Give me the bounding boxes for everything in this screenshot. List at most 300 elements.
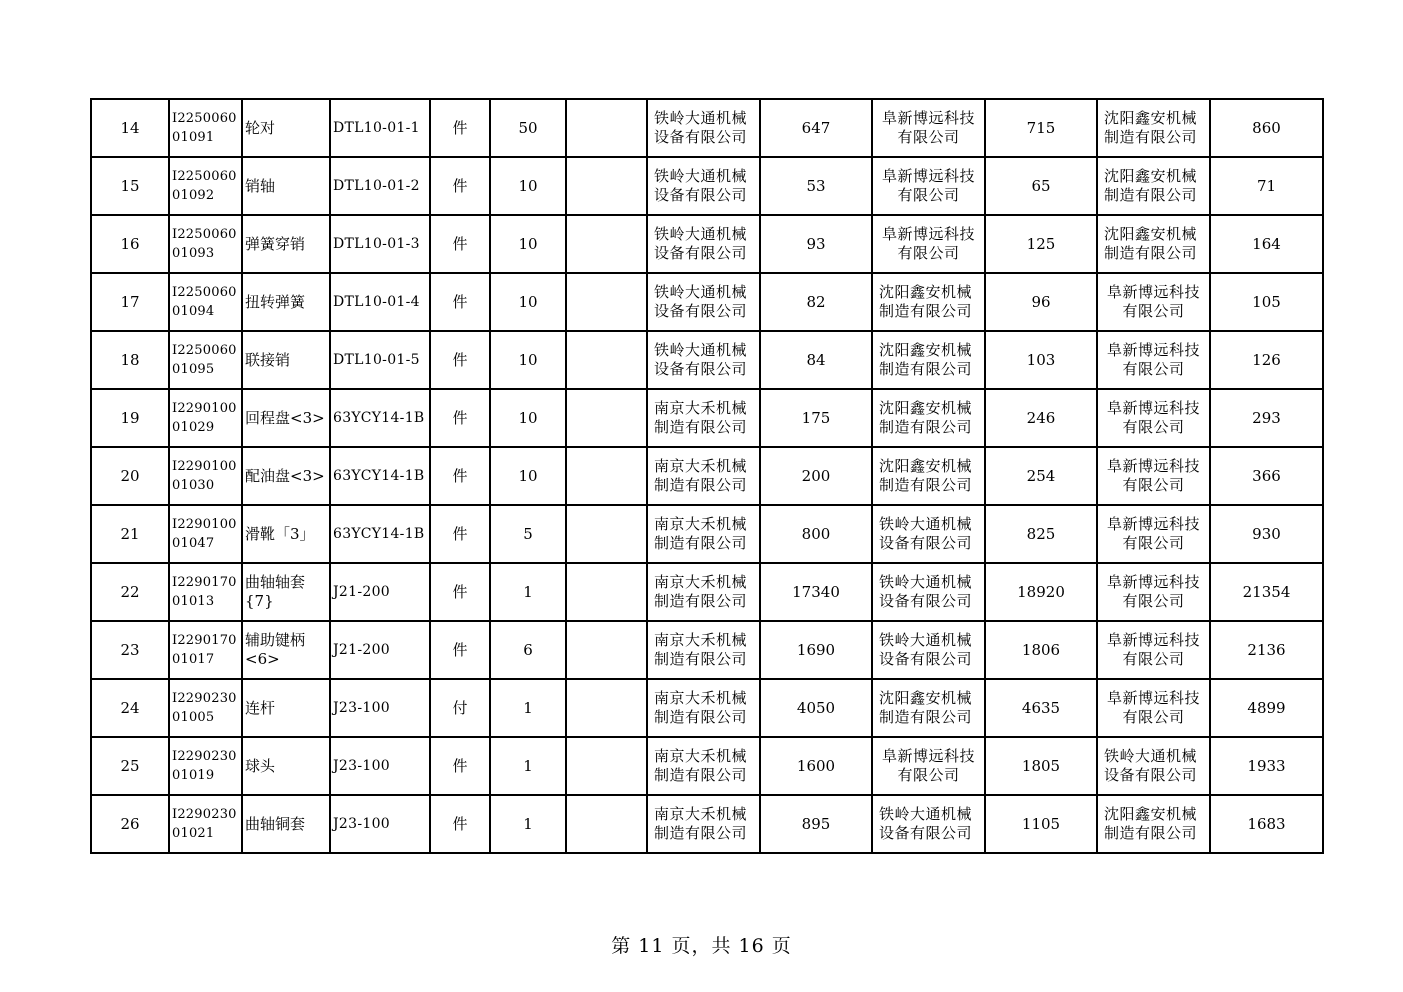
item-code <box>169 99 242 157</box>
supplier-2-text: 有限公司 <box>897 766 960 784</box>
price-2-text: 246 <box>1026 408 1056 427</box>
item-name <box>242 505 330 563</box>
item-qty-text: 1 <box>523 698 533 717</box>
item-qty <box>490 795 566 853</box>
item-unit-text: 件 <box>452 234 468 253</box>
price-3 <box>1210 505 1323 563</box>
item-code <box>169 273 242 331</box>
supplier-1-text: 设备有限公司 <box>654 186 748 204</box>
supplier-1-text: 南京大禾机械 <box>654 747 748 765</box>
item-code <box>169 331 242 389</box>
price-1-text: 4050 <box>796 698 836 717</box>
table-row <box>91 215 1323 273</box>
item-remark <box>566 563 647 621</box>
supplier-1-text: 铁岭大通机械 <box>654 283 748 301</box>
supplier-1-text: 南京大禾机械 <box>654 457 748 475</box>
item-name-text: 弹簧穿销 <box>245 234 306 253</box>
item-name-text: 扭转弹簧 <box>245 292 306 311</box>
item-qty <box>490 331 566 389</box>
item-name <box>242 447 330 505</box>
price-2 <box>985 215 1097 273</box>
price-2-text: 825 <box>1026 524 1056 543</box>
item-name <box>242 273 330 331</box>
supplier-2-text: 有限公司 <box>897 244 960 262</box>
supplier-1-text: 南京大禾机械 <box>654 573 748 591</box>
supplier-1-text: 南京大禾机械 <box>654 399 748 417</box>
row-number-text: 20 <box>120 466 140 485</box>
item-model <box>330 157 430 215</box>
supplier-2-text: 制造有限公司 <box>879 418 973 436</box>
item-name-text: 联接销 <box>245 350 291 369</box>
price-1-text: 1690 <box>796 640 836 659</box>
table-body <box>91 99 1323 853</box>
supplier-2-text: 设备有限公司 <box>879 824 973 842</box>
item-qty <box>490 215 566 273</box>
price-3-text: 105 <box>1252 292 1281 311</box>
supplier-3-text: 铁岭大通机械 <box>1104 747 1198 765</box>
price-2-text: 254 <box>1026 466 1056 485</box>
page-footer: 第 11 页，共 16 页 <box>611 935 792 957</box>
table-row <box>91 157 1323 215</box>
item-remark <box>566 795 647 853</box>
supplier-1-text: 铁岭大通机械 <box>654 225 748 243</box>
row-number <box>91 737 169 795</box>
supplier-2 <box>872 389 985 447</box>
price-1 <box>760 795 872 853</box>
price-3 <box>1210 563 1323 621</box>
item-remark <box>566 389 647 447</box>
supplier-1-text: 设备有限公司 <box>654 244 748 262</box>
table-row <box>91 563 1323 621</box>
supplier-2 <box>872 505 985 563</box>
item-qty <box>490 99 566 157</box>
item-qty-text: 1 <box>523 814 533 833</box>
price-2-text: 1805 <box>1021 756 1061 775</box>
supplier-2-text: 制造有限公司 <box>879 476 973 494</box>
supplier-3-text: 沈阳鑫安机械 <box>1104 167 1198 185</box>
supplier-2-text: 铁岭大通机械 <box>879 573 973 591</box>
supplier-3-text: 阜新博远科技 <box>1106 689 1200 707</box>
item-unit-text: 件 <box>452 118 468 137</box>
supplier-1-text: 制造有限公司 <box>654 824 748 842</box>
item-name <box>242 157 330 215</box>
row-number-text: 23 <box>120 640 140 659</box>
supplier-2-text: 有限公司 <box>897 128 960 146</box>
item-code-text: I2250060 <box>172 343 237 358</box>
row-number-text: 21 <box>120 524 140 543</box>
price-2-text: 65 <box>1031 176 1051 195</box>
row-number-text: 17 <box>120 292 140 311</box>
item-code-text: I2250060 <box>172 111 237 126</box>
price-3-text: 366 <box>1252 466 1281 485</box>
item-qty-text: 50 <box>518 118 538 137</box>
item-qty <box>490 447 566 505</box>
price-2 <box>985 795 1097 853</box>
row-number <box>91 331 169 389</box>
supplier-3-text: 有限公司 <box>1122 650 1185 668</box>
item-qty-text: 10 <box>518 466 538 485</box>
price-2 <box>985 99 1097 157</box>
price-2-text: 1105 <box>1021 814 1061 833</box>
item-model <box>330 273 430 331</box>
supplier-1-text: 制造有限公司 <box>654 476 748 494</box>
item-code-text: I2290100 <box>172 401 237 416</box>
supplier-3-text: 制造有限公司 <box>1104 128 1198 146</box>
item-unit <box>430 679 490 737</box>
item-model-text: J23-100 <box>333 815 390 832</box>
supplier-1 <box>647 331 760 389</box>
item-unit-text: 件 <box>452 524 468 543</box>
item-code <box>169 795 242 853</box>
supplier-1-text: 南京大禾机械 <box>654 515 748 533</box>
item-code-text: 01095 <box>172 362 215 377</box>
item-code <box>169 447 242 505</box>
supplier-1-text: 制造有限公司 <box>654 766 748 784</box>
price-2-text: 103 <box>1026 350 1056 369</box>
row-number <box>91 679 169 737</box>
item-remark <box>566 215 647 273</box>
supplier-2-text: 有限公司 <box>897 186 960 204</box>
price-2 <box>985 679 1097 737</box>
supplier-3-text: 沈阳鑫安机械 <box>1104 109 1198 127</box>
price-3-text: 1683 <box>1247 814 1286 833</box>
item-code-text: I2290170 <box>172 633 237 648</box>
row-number <box>91 215 169 273</box>
item-model <box>330 795 430 853</box>
supplier-2 <box>872 563 985 621</box>
supplier-3 <box>1097 389 1210 447</box>
item-unit <box>430 215 490 273</box>
item-model-text: DTL10-01-3 <box>333 235 420 252</box>
supplier-3-text: 制造有限公司 <box>1104 186 1198 204</box>
item-code-text: I2290230 <box>172 807 237 822</box>
table-row <box>91 331 1323 389</box>
price-1 <box>760 621 872 679</box>
row-number-text: 26 <box>120 814 140 833</box>
supplier-1-text: 铁岭大通机械 <box>654 341 748 359</box>
item-code <box>169 215 242 273</box>
item-qty-text: 10 <box>518 176 538 195</box>
item-model-text: J23-100 <box>333 757 390 774</box>
row-number <box>91 157 169 215</box>
supplier-1-text: 制造有限公司 <box>654 708 748 726</box>
price-1-text: 84 <box>806 350 826 369</box>
supplier-3-text: 设备有限公司 <box>1104 766 1198 784</box>
item-model <box>330 447 430 505</box>
item-code-text: 01019 <box>172 768 215 783</box>
price-2-text: 125 <box>1026 234 1056 253</box>
supplier-3 <box>1097 621 1210 679</box>
supplier-1 <box>647 273 760 331</box>
price-3 <box>1210 447 1323 505</box>
item-remark <box>566 331 647 389</box>
item-model <box>330 389 430 447</box>
supplier-1-text: 设备有限公司 <box>654 302 748 320</box>
item-remark <box>566 447 647 505</box>
table-row <box>91 679 1323 737</box>
price-3 <box>1210 621 1323 679</box>
item-remark <box>566 99 647 157</box>
price-1 <box>760 563 872 621</box>
row-number <box>91 99 169 157</box>
price-1 <box>760 157 872 215</box>
item-model-text: DTL10-01-1 <box>333 119 420 136</box>
price-1-text: 53 <box>806 176 826 195</box>
item-model-text: DTL10-01-4 <box>333 293 420 310</box>
item-name-text: 曲轴轴套{7} <box>245 573 306 610</box>
price-2 <box>985 157 1097 215</box>
item-code-text: I2250060 <box>172 285 237 300</box>
item-model-text: J23-100 <box>333 699 390 716</box>
item-name <box>242 389 330 447</box>
item-name <box>242 795 330 853</box>
supplier-2-text: 制造有限公司 <box>879 708 973 726</box>
supplier-1-text: 制造有限公司 <box>654 592 748 610</box>
item-unit <box>430 563 490 621</box>
item-code-text: 01091 <box>172 130 215 145</box>
item-unit <box>430 273 490 331</box>
supplier-3-text: 有限公司 <box>1122 302 1185 320</box>
price-1 <box>760 215 872 273</box>
price-1-text: 800 <box>801 524 831 543</box>
table-row <box>91 447 1323 505</box>
price-1 <box>760 99 872 157</box>
row-number <box>91 795 169 853</box>
item-name <box>242 215 330 273</box>
supplier-1 <box>647 737 760 795</box>
supplier-2-text: 制造有限公司 <box>879 360 973 378</box>
item-name <box>242 679 330 737</box>
item-name-text: 回程盘<3> <box>245 408 325 427</box>
item-code-text: 01021 <box>172 826 215 841</box>
supplier-3-text: 阜新博远科技 <box>1106 515 1200 533</box>
supplier-3-text: 沈阳鑫安机械 <box>1104 805 1198 823</box>
price-3-text: 164 <box>1252 234 1281 253</box>
supplier-1 <box>647 621 760 679</box>
item-code-text: 01047 <box>172 536 215 551</box>
item-code <box>169 679 242 737</box>
item-model-text: DTL10-01-2 <box>333 177 420 194</box>
price-3 <box>1210 331 1323 389</box>
item-qty <box>490 737 566 795</box>
supplier-3-text: 有限公司 <box>1122 708 1185 726</box>
supplier-2-text: 铁岭大通机械 <box>879 631 973 649</box>
supplier-1-text: 制造有限公司 <box>654 534 748 552</box>
price-3-text: 860 <box>1252 118 1281 137</box>
price-1-text: 647 <box>801 118 831 137</box>
item-name-text: 连杆 <box>245 698 276 717</box>
item-qty-text: 5 <box>523 524 533 543</box>
item-unit <box>430 331 490 389</box>
row-number <box>91 505 169 563</box>
price-3-text: 126 <box>1252 350 1281 369</box>
item-qty <box>490 679 566 737</box>
item-name-text: 球头 <box>245 756 276 775</box>
item-code <box>169 737 242 795</box>
item-remark <box>566 737 647 795</box>
row-number <box>91 273 169 331</box>
row-number-text: 18 <box>120 350 140 369</box>
supplier-3-text: 有限公司 <box>1122 360 1185 378</box>
item-name-text: 轮对 <box>245 118 276 137</box>
item-model-text: 63YCY14-1B <box>333 525 425 542</box>
supplier-3-text: 阜新博远科技 <box>1106 341 1200 359</box>
item-unit <box>430 99 490 157</box>
item-remark <box>566 679 647 737</box>
supplier-2 <box>872 737 985 795</box>
supplier-2-text: 沈阳鑫安机械 <box>879 689 973 707</box>
row-number-text: 14 <box>120 118 140 137</box>
item-unit-text: 件 <box>452 350 468 369</box>
supplier-2-text: 设备有限公司 <box>879 592 973 610</box>
price-3 <box>1210 215 1323 273</box>
item-code-text: I2290100 <box>172 517 237 532</box>
item-code <box>169 505 242 563</box>
item-model <box>330 679 430 737</box>
supplier-2-text: 阜新博远科技 <box>881 747 975 765</box>
price-1 <box>760 331 872 389</box>
item-unit-text: 件 <box>452 582 468 601</box>
item-code-text: 01093 <box>172 246 215 261</box>
item-code-text: 01017 <box>172 652 215 667</box>
item-qty <box>490 563 566 621</box>
supplier-1-text: 设备有限公司 <box>654 360 748 378</box>
price-2-text: 4635 <box>1021 698 1061 717</box>
supplier-1 <box>647 389 760 447</box>
item-code-text: I2290230 <box>172 749 237 764</box>
price-3-text: 4899 <box>1247 698 1286 717</box>
item-qty <box>490 389 566 447</box>
item-model-text: J21-200 <box>333 641 390 658</box>
supplier-3 <box>1097 447 1210 505</box>
supplier-2-text: 铁岭大通机械 <box>879 805 973 823</box>
supplier-3 <box>1097 215 1210 273</box>
item-model <box>330 505 430 563</box>
item-model <box>330 563 430 621</box>
item-qty <box>490 621 566 679</box>
item-qty-text: 10 <box>518 408 538 427</box>
item-qty <box>490 157 566 215</box>
item-name <box>242 737 330 795</box>
price-1-text: 93 <box>806 234 826 253</box>
supplier-2 <box>872 215 985 273</box>
supplier-2 <box>872 99 985 157</box>
price-2-text: 715 <box>1026 118 1056 137</box>
item-model <box>330 737 430 795</box>
row-number-text: 24 <box>120 698 140 717</box>
supplier-3 <box>1097 273 1210 331</box>
item-model-text: 63YCY14-1B <box>333 467 425 484</box>
price-3 <box>1210 679 1323 737</box>
table-row <box>91 795 1323 853</box>
item-unit-text: 件 <box>452 408 468 427</box>
item-model-text: DTL10-01-5 <box>333 351 420 368</box>
item-name <box>242 331 330 389</box>
row-number <box>91 447 169 505</box>
item-model <box>330 621 430 679</box>
price-2 <box>985 563 1097 621</box>
price-2 <box>985 737 1097 795</box>
supplier-2-text: 设备有限公司 <box>879 534 973 552</box>
item-remark <box>566 273 647 331</box>
price-1 <box>760 447 872 505</box>
table-row <box>91 505 1323 563</box>
price-2 <box>985 505 1097 563</box>
supplier-3-text: 有限公司 <box>1122 476 1185 494</box>
item-unit <box>430 447 490 505</box>
supplier-1 <box>647 99 760 157</box>
item-unit-text: 付 <box>452 698 468 717</box>
supplier-1 <box>647 447 760 505</box>
item-code-text: I2290230 <box>172 691 237 706</box>
table-row <box>91 737 1323 795</box>
supplier-1 <box>647 795 760 853</box>
row-number <box>91 621 169 679</box>
item-qty-text: 10 <box>518 234 538 253</box>
price-3 <box>1210 737 1323 795</box>
supplier-2-text: 沈阳鑫安机械 <box>879 457 973 475</box>
supplier-3-text: 有限公司 <box>1122 534 1185 552</box>
supplier-1 <box>647 157 760 215</box>
price-1 <box>760 737 872 795</box>
table-row <box>91 389 1323 447</box>
item-code-text: 01092 <box>172 188 215 203</box>
price-1 <box>760 679 872 737</box>
supplier-2-text: 阜新博远科技 <box>881 109 975 127</box>
item-remark <box>566 157 647 215</box>
supplier-1-text: 南京大禾机械 <box>654 631 748 649</box>
item-name-text: 滑靴「3」 <box>245 524 315 543</box>
supplier-3-text: 阜新博远科技 <box>1106 457 1200 475</box>
supplier-3-text: 阜新博远科技 <box>1106 573 1200 591</box>
price-1-text: 175 <box>801 408 831 427</box>
item-qty-text: 1 <box>523 582 533 601</box>
supplier-3 <box>1097 679 1210 737</box>
supplier-1-text: 铁岭大通机械 <box>654 109 748 127</box>
price-3-text: 293 <box>1252 408 1281 427</box>
item-qty <box>490 505 566 563</box>
supplier-2-text: 沈阳鑫安机械 <box>879 283 973 301</box>
item-code-text: I2290170 <box>172 575 237 590</box>
item-unit-text: 件 <box>452 466 468 485</box>
supplier-3 <box>1097 331 1210 389</box>
supplier-1-text: 南京大禾机械 <box>654 689 748 707</box>
table-row <box>91 273 1323 331</box>
supplier-3 <box>1097 157 1210 215</box>
supplier-2 <box>872 621 985 679</box>
item-code <box>169 157 242 215</box>
item-unit <box>430 505 490 563</box>
row-number <box>91 563 169 621</box>
price-1-text: 82 <box>806 292 826 311</box>
supplier-3 <box>1097 505 1210 563</box>
item-unit <box>430 389 490 447</box>
supplier-1-text: 铁岭大通机械 <box>654 167 748 185</box>
supplier-2 <box>872 679 985 737</box>
item-name <box>242 563 330 621</box>
price-1 <box>760 505 872 563</box>
table-row <box>91 621 1323 679</box>
row-number-text: 16 <box>120 234 140 253</box>
price-1-text: 200 <box>801 466 831 485</box>
price-2 <box>985 331 1097 389</box>
price-2-text: 96 <box>1031 292 1051 311</box>
supplier-3 <box>1097 99 1210 157</box>
supplier-2-text: 设备有限公司 <box>879 650 973 668</box>
supplier-2-text: 沈阳鑫安机械 <box>879 341 973 359</box>
price-1 <box>760 273 872 331</box>
price-3-text: 21354 <box>1242 582 1291 601</box>
